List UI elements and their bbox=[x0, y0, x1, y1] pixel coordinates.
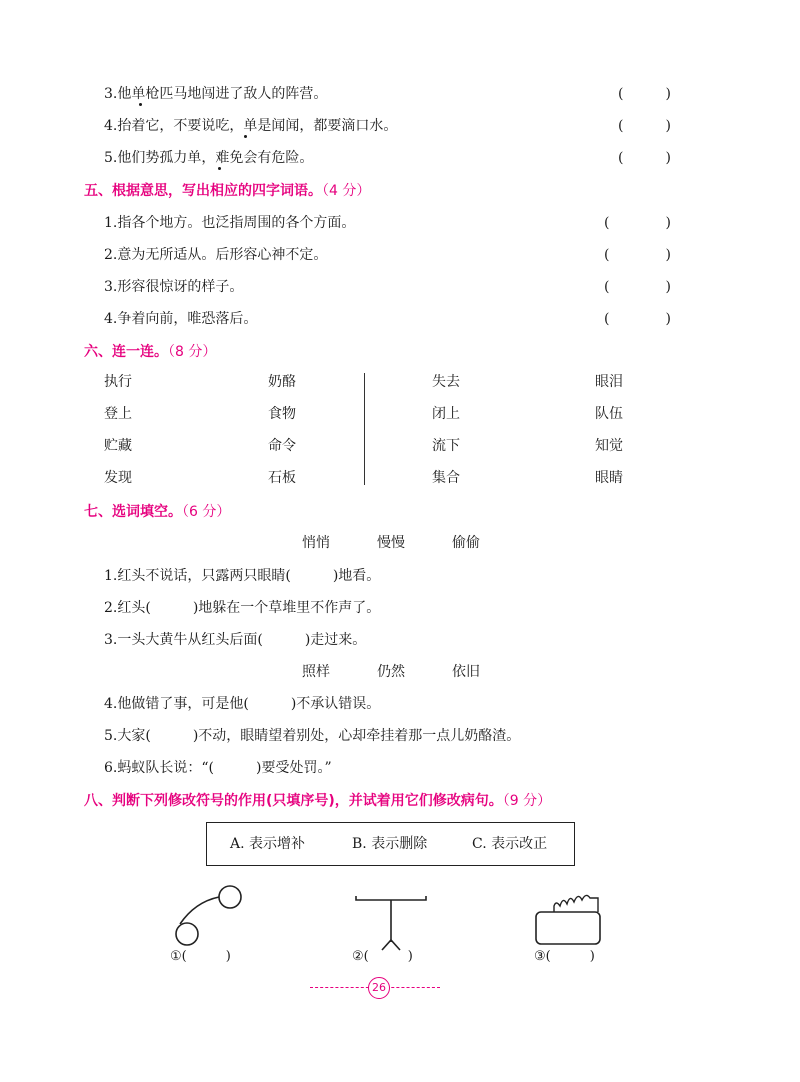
word-choice: 仍然 bbox=[377, 664, 405, 680]
delete-symbol bbox=[532, 886, 612, 950]
page-number: 26 bbox=[368, 977, 390, 999]
q4-item-5: 5.他们势孤力单，难免会有危险。 bbox=[104, 150, 314, 166]
match-right-target: 队伍 bbox=[595, 406, 623, 422]
q4-item-3: 3.他单枪匹马地闯进了敌人的阵营。 bbox=[104, 86, 328, 102]
answer-paren[interactable]: ( ) bbox=[604, 215, 671, 231]
answer-paren[interactable]: ( ) bbox=[618, 86, 671, 102]
section-5-heading: 五、根据意思，写出相应的四字词语。（4 分） bbox=[84, 183, 371, 199]
match-right-word: 失去 bbox=[432, 374, 460, 390]
symbol-2-answer[interactable]: ②( ) bbox=[352, 949, 413, 964]
emphasis-dot bbox=[244, 135, 247, 138]
section-6-heading: 六、连一连。（8 分） bbox=[84, 344, 217, 360]
match-left-target: 奶酪 bbox=[268, 374, 296, 390]
word-choice: 偷偷 bbox=[452, 535, 480, 551]
match-left-target: 石板 bbox=[268, 470, 296, 486]
fill-item-2: 2.红头( )地躲在一个草堆里不作声了。 bbox=[104, 600, 381, 616]
fill-item-5: 5.大家( )不动，眼睛望着别处，心却牵挂着那一点儿奶酪渣。 bbox=[104, 728, 521, 744]
section-7-heading: 七、选词填空。（6 分） bbox=[84, 504, 231, 520]
symbol-1-answer[interactable]: ①( ) bbox=[170, 949, 231, 964]
fill-item-1: 1.红头不说话，只露两只眼睛( )地看。 bbox=[104, 568, 381, 584]
section-8-heading: 八、判断下列修改符号的作用(只填序号)，并试着用它们修改病句。（9 分） bbox=[84, 793, 552, 809]
match-right-word: 流下 bbox=[432, 438, 460, 454]
fill-item-4: 4.他做错了事，可是他( )不承认错误。 bbox=[104, 696, 381, 712]
answer-paren[interactable]: ( ) bbox=[618, 118, 671, 134]
match-left-word: 登上 bbox=[104, 406, 132, 422]
match-divider bbox=[364, 373, 365, 485]
answer-paren[interactable]: ( ) bbox=[604, 247, 671, 263]
match-right-target: 知觉 bbox=[595, 438, 623, 454]
match-right-word: 集合 bbox=[432, 470, 460, 486]
option-a: A. 表示增补 bbox=[230, 836, 306, 852]
insert-symbol bbox=[352, 890, 432, 952]
q5-item-2: 2.意为无所适从。后形容心神不定。 bbox=[104, 247, 328, 263]
points-label: （9 分） bbox=[502, 793, 552, 809]
match-right-target: 眼睛 bbox=[595, 470, 623, 486]
fill-item-6: 6.蚂蚁队长说：“( )要受处罚。” bbox=[104, 760, 332, 776]
q5-item-4: 4.争着向前，唯恐落后。 bbox=[104, 311, 258, 327]
match-left-word: 执行 bbox=[104, 374, 132, 390]
circle-icon bbox=[176, 923, 198, 945]
circle-icon bbox=[219, 886, 241, 908]
emphasis-dot bbox=[139, 103, 142, 106]
q5-item-1: 1.指各个地方。也泛指周围的各个方面。 bbox=[104, 215, 356, 231]
word-choice: 照样 bbox=[302, 664, 330, 680]
swap-correction-symbol bbox=[170, 882, 250, 950]
q4-item-4: 4.抬着它，不要说吃，单是闻闻，都要滴口水。 bbox=[104, 118, 398, 134]
q5-item-3: 3.形容很惊讶的样子。 bbox=[104, 279, 244, 295]
word-choice: 依旧 bbox=[452, 664, 480, 680]
answer-paren[interactable]: ( ) bbox=[604, 311, 671, 327]
match-left-target: 命令 bbox=[268, 438, 296, 454]
option-b: B. 表示删除 bbox=[352, 836, 428, 852]
word-choice: 慢慢 bbox=[377, 535, 405, 551]
fill-item-3: 3.一头大黄牛从红头后面( )走过来。 bbox=[104, 632, 367, 648]
points-label: （4 分） bbox=[322, 183, 371, 199]
match-left-word: 贮藏 bbox=[104, 438, 132, 454]
match-right-word: 闭上 bbox=[432, 406, 460, 422]
match-left-target: 食物 bbox=[268, 406, 296, 422]
match-right-target: 眼泪 bbox=[595, 374, 623, 390]
match-left-word: 发现 bbox=[104, 470, 132, 486]
word-choice: 悄悄 bbox=[302, 535, 330, 551]
answer-paren[interactable]: ( ) bbox=[618, 150, 671, 166]
emphasis-dot bbox=[218, 167, 221, 170]
symbol-3-answer[interactable]: ③( ) bbox=[534, 949, 595, 964]
option-c: C. 表示改正 bbox=[472, 836, 548, 852]
points-label: （6 分） bbox=[182, 504, 231, 520]
answer-paren[interactable]: ( ) bbox=[604, 279, 671, 295]
points-label: （8 分） bbox=[168, 344, 217, 360]
